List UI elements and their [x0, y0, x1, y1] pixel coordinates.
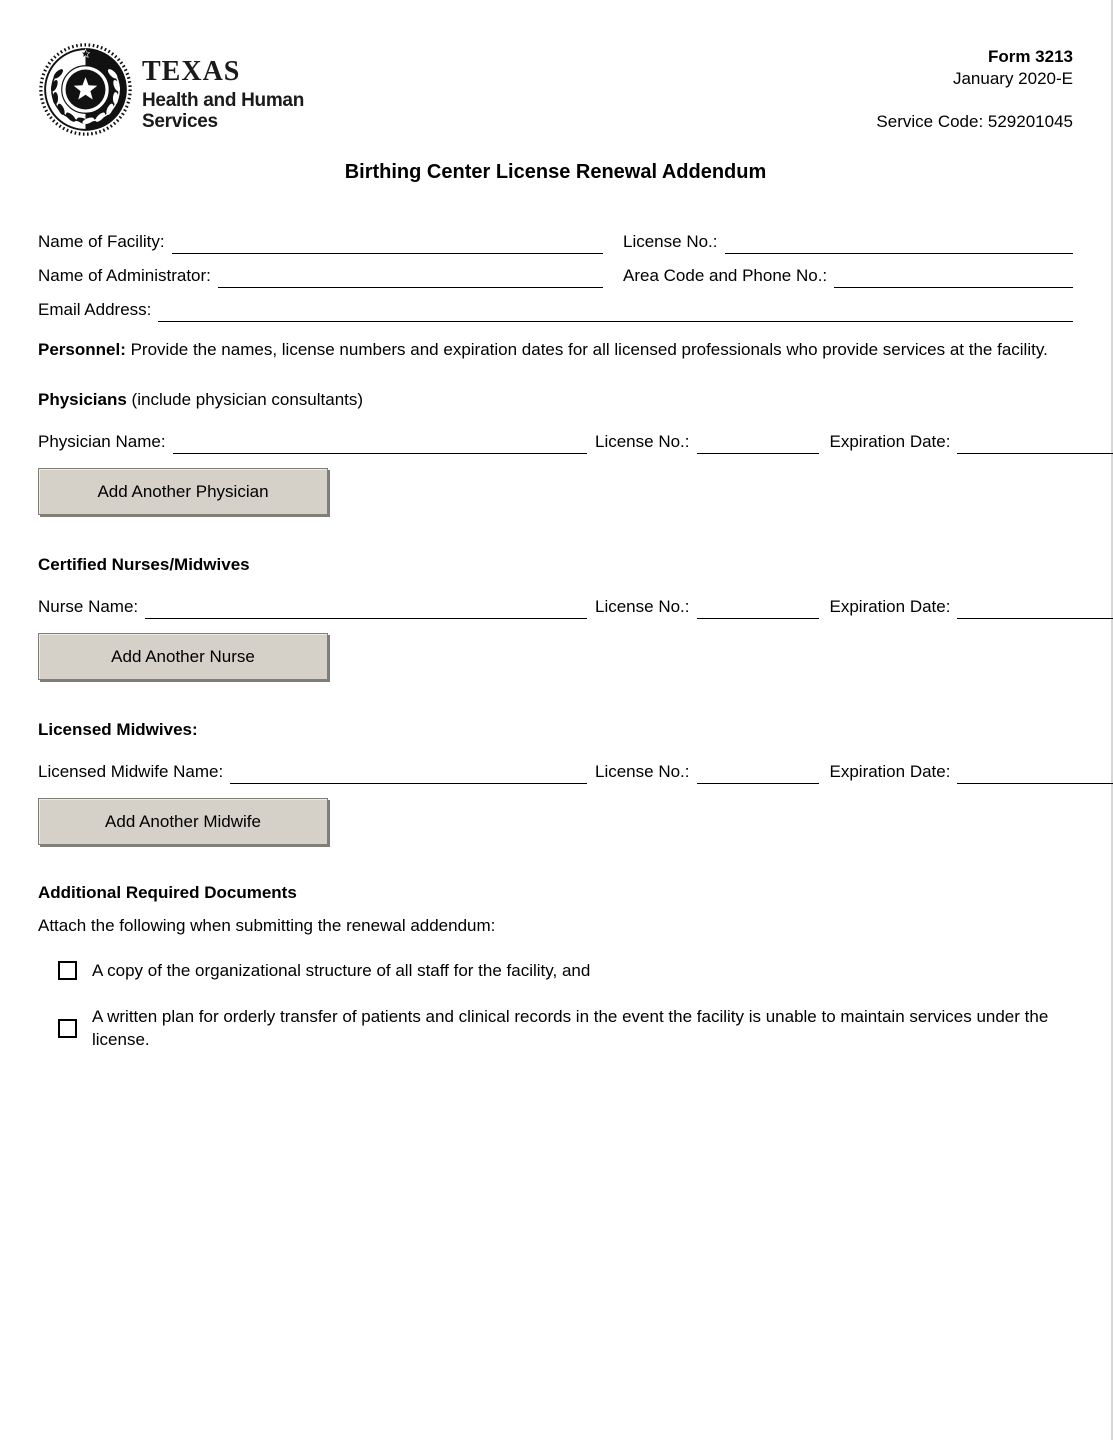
- org-structure-item: [38, 959, 1073, 982]
- physician-name-group: [38, 430, 587, 454]
- page-header: [38, 42, 1073, 137]
- phone-input[interactable]: [834, 264, 1073, 288]
- midwives-heading: [38, 720, 1073, 740]
- physician-license-input[interactable]: [697, 430, 819, 454]
- license-no-input[interactable]: [725, 230, 1074, 254]
- nurse-license-label: License No.:: [595, 597, 690, 616]
- administrator-name-group: [38, 264, 603, 288]
- license-no-label: License No.:: [623, 232, 718, 251]
- brand-subtitle-line1: Health and Human: [142, 90, 304, 111]
- transfer-plan-checkbox[interactable]: [58, 1019, 77, 1038]
- form-title: Birthing Center License Renewal Addendum: [344, 161, 767, 183]
- physician-license-group: [595, 430, 819, 454]
- physician-row: [38, 426, 1073, 454]
- add-nurse-button[interactable]: Add Another Nurse: [38, 633, 328, 680]
- facility-name-group: [38, 230, 603, 254]
- org-structure-checkbox[interactable]: [58, 961, 77, 980]
- brand-subtitle: [142, 90, 304, 132]
- texas-hhs-seal-icon: [38, 42, 133, 137]
- add-physician-button[interactable]: Add Another Physician: [38, 468, 328, 515]
- additional-documents-heading: Additional Required Documents: [38, 883, 297, 902]
- nurse-expiration-label: Expiration Date:: [829, 597, 951, 616]
- personnel-label: Personnel:: [38, 340, 126, 359]
- personnel-instructions: [38, 338, 1073, 362]
- email-input[interactable]: [158, 298, 1073, 322]
- midwife-license-group: [595, 760, 819, 784]
- midwife-expiration-input[interactable]: [957, 760, 1113, 784]
- nurse-license-input[interactable]: [697, 595, 819, 619]
- administrator-name-label: Name of Administrator:: [38, 266, 211, 285]
- nurse-name-input[interactable]: [145, 595, 587, 619]
- physicians-heading-text: Physicians: [38, 390, 127, 409]
- facility-info: [38, 220, 1073, 322]
- add-midwife-button[interactable]: Add Another Midwife: [38, 798, 328, 845]
- midwife-name-group: [38, 760, 587, 784]
- brand-subtitle-line2: Services: [142, 111, 218, 132]
- administrator-name-input[interactable]: [218, 264, 603, 288]
- physician-expiration-group: [830, 430, 1113, 454]
- facility-row-2: [38, 254, 1073, 288]
- facility-row-1: [38, 220, 1073, 254]
- form-meta: [876, 46, 1073, 133]
- midwife-name-label: Licensed Midwife Name:: [38, 762, 224, 781]
- phone-group: [623, 264, 1073, 288]
- form-edition: January 2020-E: [952, 69, 1073, 88]
- nurse-name-group: [38, 595, 587, 619]
- midwife-license-input[interactable]: [697, 760, 819, 784]
- midwife-expiration-group: [830, 760, 1113, 784]
- physician-license-label: License No.:: [595, 432, 690, 451]
- midwife-license-label: License No.:: [595, 762, 690, 781]
- license-no-group: [623, 230, 1073, 254]
- personnel-instructions-text: Provide the names, license numbers and expiration dates for all licensed professionals who provide services at the facility.: [125, 340, 1048, 359]
- nurses-heading: [38, 555, 1073, 575]
- midwife-row: [38, 756, 1073, 784]
- nurse-license-group: [595, 595, 819, 619]
- nurse-name-label: Nurse Name:: [38, 597, 139, 616]
- physicians-heading-note: (include physician consultants): [126, 390, 364, 409]
- transfer-plan-item: [38, 1005, 1073, 1051]
- additional-documents-instructions: Attach the following when submitting the renewal addendum:: [38, 916, 496, 935]
- texas-hhs-brand: [38, 42, 304, 137]
- nurse-expiration-input[interactable]: [957, 595, 1113, 619]
- nurse-row: [38, 591, 1073, 619]
- facility-name-label: Name of Facility:: [38, 232, 165, 251]
- physician-name-label: Physician Name:: [38, 432, 166, 451]
- brand-text: [142, 58, 304, 132]
- midwife-expiration-label: Expiration Date:: [829, 762, 951, 781]
- service-code: Service Code: 529201045: [876, 112, 1073, 131]
- org-structure-label: A copy of the organizational structure of all staff for the facility, and: [92, 961, 591, 980]
- facility-row-3: [38, 288, 1073, 322]
- email-label: Email Address:: [38, 300, 152, 319]
- facility-name-input[interactable]: [172, 230, 603, 254]
- midwife-name-input[interactable]: [230, 760, 587, 784]
- phone-label: Area Code and Phone No.:: [623, 266, 828, 285]
- nurses-heading-text: Certified Nurses/Midwives: [38, 555, 250, 574]
- physician-name-input[interactable]: [173, 430, 587, 454]
- nurse-expiration-group: [830, 595, 1113, 619]
- midwives-heading-text: Licensed Midwives:: [38, 720, 198, 739]
- brand-name: TEXAS: [142, 56, 241, 87]
- transfer-plan-label: A written plan for orderly transfer of patients and clinical records in the event the facility is unable to maintain services under the license.: [92, 1007, 1049, 1049]
- physician-expiration-input[interactable]: [957, 430, 1113, 454]
- physician-expiration-label: Expiration Date:: [829, 432, 951, 451]
- form-number: Form 3213: [987, 47, 1073, 66]
- physicians-heading: [38, 390, 1073, 410]
